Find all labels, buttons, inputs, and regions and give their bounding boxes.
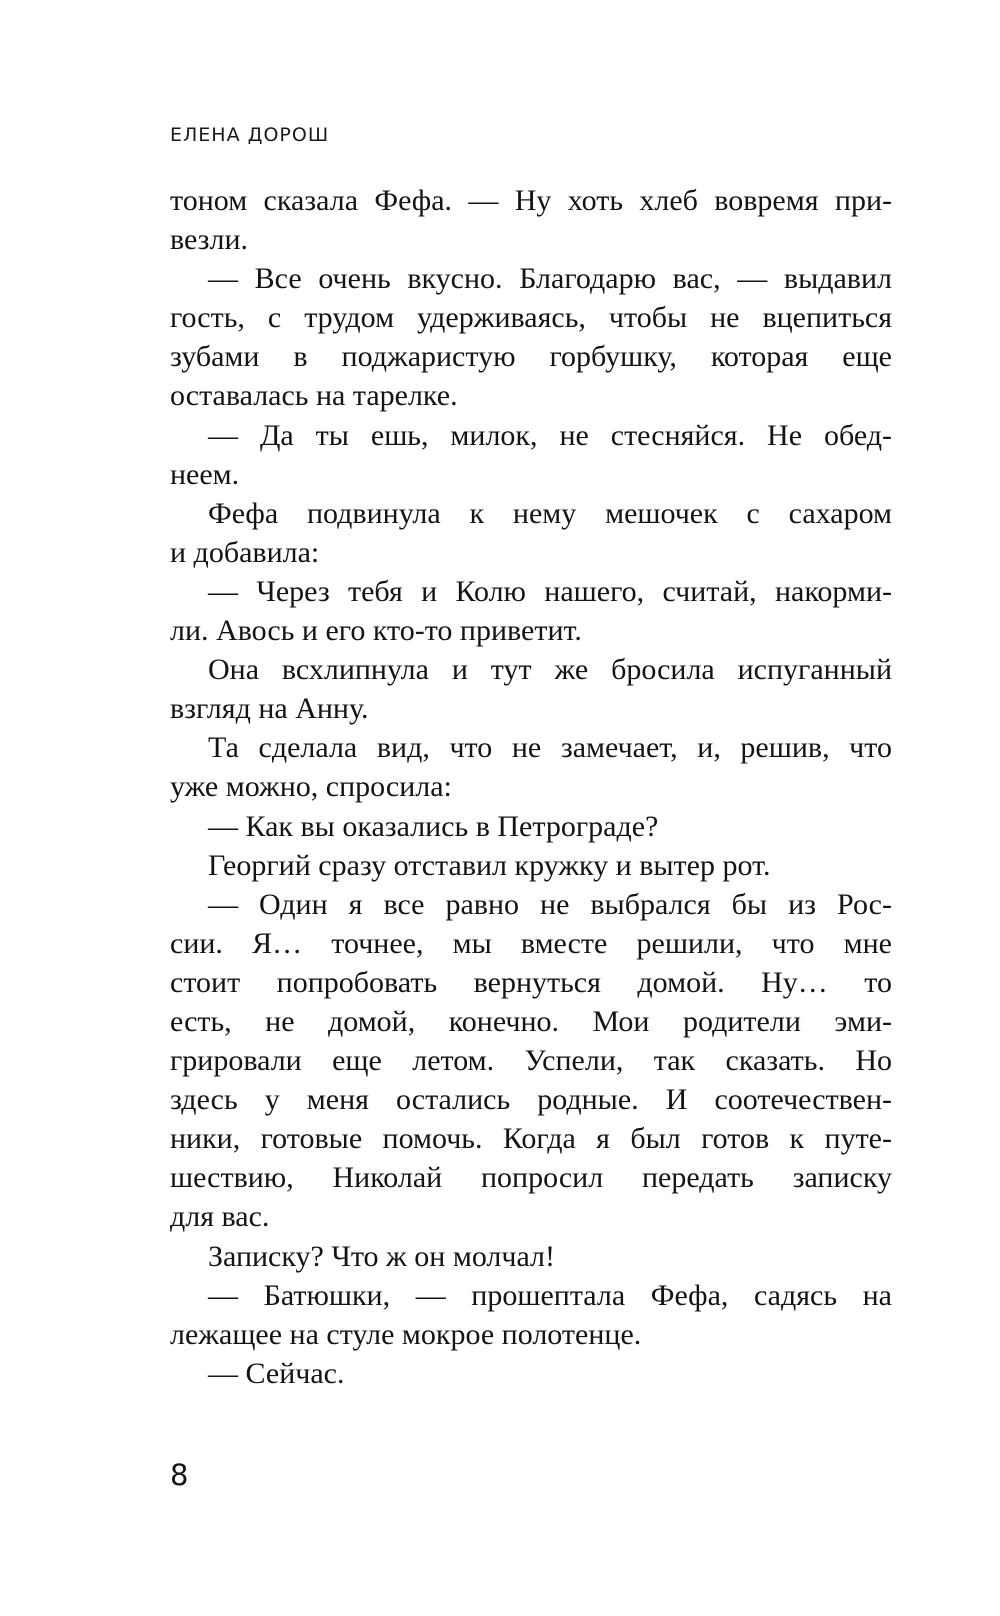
text-line: стоит попробовать вернуться домой. Ну… то <box>170 965 892 999</box>
text-line: — Сейчас. <box>208 1356 345 1390</box>
text-line: лежащее на стуле мокрое полотенце. <box>170 1317 642 1351</box>
text-line: неем. <box>170 457 240 491</box>
text-line: есть, не домой, конечно. Мои родители эми- <box>170 1004 892 1038</box>
text-line: здесь у меня остались родные. И соотечествен- <box>170 1083 892 1117</box>
text-line: — Да ты ешь, милок, не стесняйся. Не обед- <box>208 418 892 452</box>
text-line: шествию, Николай попросил передать записку <box>170 1161 892 1195</box>
text-line: уже можно, спросила: <box>170 770 452 804</box>
text-line: Записку? Что ж он молчал! <box>208 1239 556 1273</box>
text-line: Она всхлипнула и тут же бросила испуганный <box>208 653 892 687</box>
text-line: — Как вы оказались в Петрограде? <box>208 809 659 843</box>
running-head-author: ЕЛЕНА ДОРОШ <box>170 124 330 146</box>
text-line: взгляд на Анну. <box>170 692 369 726</box>
text-line: Фефа подвинула к нему мешочек с сахаром <box>208 496 892 530</box>
text-line: ли. Авось и его кто-то приветит. <box>170 614 582 648</box>
text-line: зубами в поджаристую горбушку, которая еще <box>170 340 892 374</box>
text-line: тоном сказала Фефа. — Ну хоть хлеб вовремя при- <box>170 184 892 217</box>
text-line: грировали еще летом. Успели, так сказать. Но <box>170 1044 892 1078</box>
page-number: 8 <box>170 1458 189 1492</box>
text-line: и добавила: <box>170 535 320 569</box>
text-line: гость, с трудом удерживаясь, чтобы не вцепиться <box>170 301 892 335</box>
text-line: — Один я все равно не выбрался бы из Рос- <box>208 887 892 921</box>
text-line: — Все очень вкусно. Благодарю вас, — выдавил <box>208 262 892 296</box>
text-line: — Через тебя и Колю нашего, считай, накорми- <box>208 574 892 608</box>
text-line: — Батюшки, — прошептала Фефа, садясь на <box>208 1278 892 1312</box>
text-line: оставалась на тарелке. <box>170 379 458 413</box>
text-line: сии. Я… точнее, мы вместе решили, что мне <box>170 926 892 960</box>
text-line: ники, готовые помочь. Когда я был готов к путе- <box>170 1122 892 1156</box>
text-line: Георгий сразу отставил кружку и вытер рот. <box>208 848 771 882</box>
text-line: для вас. <box>170 1200 270 1234</box>
text-line: везли. <box>170 223 249 257</box>
text-line: Та сделала вид, что не замечает, и, решив, что <box>208 731 892 765</box>
body-text <box>170 181 892 1393</box>
